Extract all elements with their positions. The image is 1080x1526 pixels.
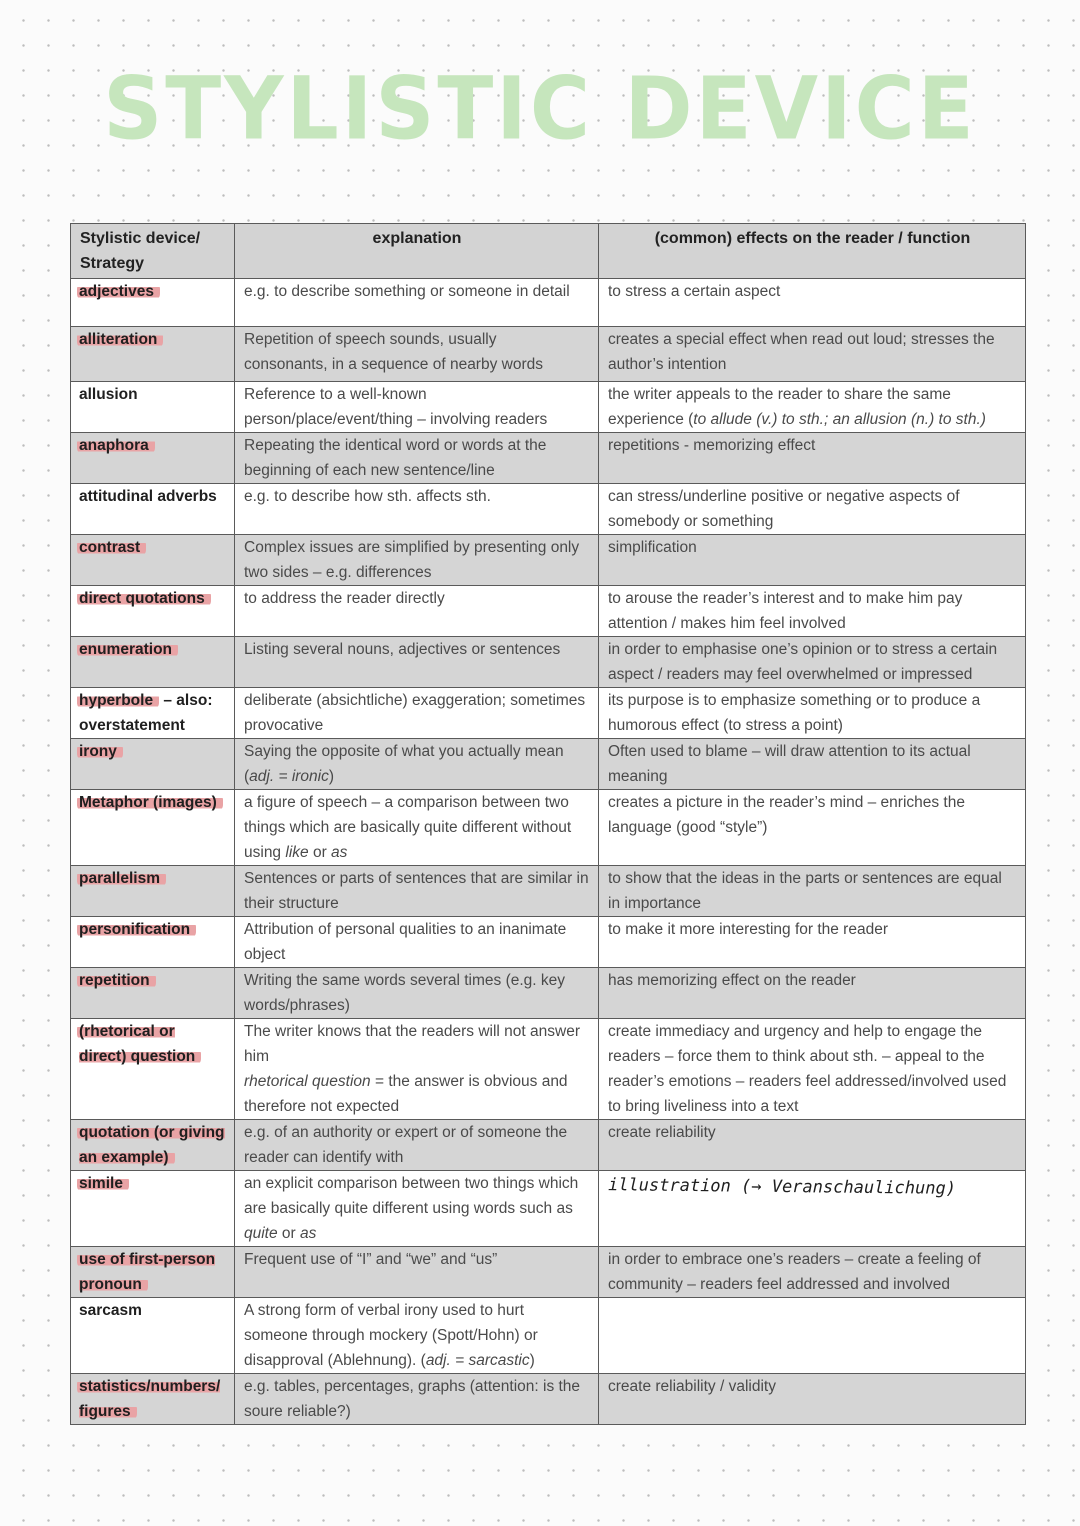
explanation-cell: Complex issues are simplified by presenting only two sides – e.g. differences <box>235 535 599 586</box>
explanation-cell: Saying the opposite of what you actually mean (adj. = ironic) <box>235 739 599 790</box>
explanation-cell: Repeating the identical word or words at the beginning of each new sentence/line <box>235 433 599 484</box>
effect-cell: create reliability <box>599 1120 1026 1171</box>
header-explanation: explanation <box>235 224 599 279</box>
device-name: hyperbole – also: overstatement <box>71 688 235 739</box>
device-name: quotation (or giving an example) <box>79 1124 225 1166</box>
table-row <box>71 866 1026 917</box>
device-name: adjectives <box>77 283 160 300</box>
explanation-cell: an explicit comparison between two things which are basically quite different using words such as quite or as <box>235 1171 599 1247</box>
table-row <box>71 790 1026 866</box>
device-name: contrast <box>77 539 146 556</box>
device-name: simile <box>77 1175 129 1192</box>
device-name: Metaphor (images) <box>77 794 223 811</box>
effect-cell: creates a picture in the reader’s mind – enriches the language (good “style”) <box>599 790 1026 866</box>
effect-cell <box>599 1298 1026 1374</box>
table-row <box>71 279 1026 327</box>
table-row <box>71 586 1026 637</box>
device-name: personification <box>77 921 196 938</box>
table-row <box>71 433 1026 484</box>
table-row <box>71 327 1026 382</box>
effect-cell: the writer appeals to the reader to share the same experience (to allude (v.) to sth.; an allusion (n.) to sth.) <box>599 382 1026 433</box>
effect-cell: create reliability / validity <box>599 1374 1026 1425</box>
table-row <box>71 968 1026 1019</box>
table-row <box>71 1298 1026 1374</box>
explanation-cell: a figure of speech – a comparison between two things which are basically quite different without using like or as <box>235 790 599 866</box>
table-row <box>71 739 1026 790</box>
device-name: allusion <box>71 382 235 433</box>
explanation-cell: Listing several nouns, adjectives or sentences <box>235 637 599 688</box>
explanation-cell: Sentences or parts of sentences that are similar in their structure <box>235 866 599 917</box>
table-row <box>71 1019 1026 1120</box>
effect-cell: in order to embrace one’s readers – create a feeling of community – readers feel addressed and involved <box>599 1247 1026 1298</box>
effect-cell: repetitions - memorizing effect <box>599 433 1026 484</box>
table-row <box>71 382 1026 433</box>
table-row <box>71 535 1026 586</box>
effect-cell: create immediacy and urgency and help to engage the readers – force them to think about sth. – appeal to the reader’s emotions – readers feel addressed/involved used to bring liveliness into a text <box>599 1019 1026 1120</box>
effect-cell: to arouse the reader’s interest and to make him pay attention / makes him feel involved <box>599 586 1026 637</box>
explanation-cell: e.g. tables, percentages, graphs (attention: is the soure reliable?) <box>235 1374 599 1425</box>
table-row <box>71 484 1026 535</box>
effect-cell: in order to emphasise one’s opinion or to stress a certain aspect / readers may feel overwhelmed or impressed <box>599 637 1026 688</box>
explanation-cell: Writing the same words several times (e.g. key words/phrases) <box>235 968 599 1019</box>
handwritten-illustration: illustration (→ Veranschaulichung) <box>607 1175 957 1199</box>
device-name: direct quotations <box>77 590 211 607</box>
explanation-cell: The writer knows that the readers will not answer him rhetorical question = the answer is obvious and therefore not expected <box>235 1019 599 1120</box>
explanation-cell: Reference to a well-known person/place/event/thing – involving readers <box>235 382 599 433</box>
explanation-cell: e.g. to describe how sth. affects sth. <box>235 484 599 535</box>
effect-cell: to show that the ideas in the parts or sentences are equal in importance <box>599 866 1026 917</box>
table-row <box>71 1120 1026 1171</box>
device-name: parallelism <box>77 870 166 887</box>
stylistic-devices-table <box>70 223 1026 1425</box>
page-title: STYLISTIC DEVICE <box>103 59 977 160</box>
table-row <box>71 1374 1026 1425</box>
effect-cell: its purpose is to emphasize something or to produce a humorous effect (to stress a point) <box>599 688 1026 739</box>
effect-cell: to make it more interesting for the reader <box>599 917 1026 968</box>
device-name: use of first-person pronoun <box>79 1251 216 1293</box>
explanation-cell: to address the reader directly <box>235 586 599 637</box>
explanation-cell: e.g. of an authority or expert or of someone the reader can identify with <box>235 1120 599 1171</box>
table-row <box>71 917 1026 968</box>
device-name: enumeration <box>77 641 178 658</box>
table-row <box>71 637 1026 688</box>
header-device: Stylistic device/ Strategy <box>71 224 235 279</box>
explanation-cell: A strong form of verbal irony used to hurt someone through mockery (Spott/Hohn) or disapproval (Ablehnung). (adj. = sarcastic) <box>235 1298 599 1374</box>
effect-cell: can stress/underline positive or negative aspects of somebody or something <box>599 484 1026 535</box>
effect-cell: creates a special effect when read out loud; stresses the author’s intention <box>599 327 1026 382</box>
effect-cell: to stress a certain aspect <box>599 279 1026 327</box>
effect-cell: has memorizing effect on the reader <box>599 968 1026 1019</box>
device-name: anaphora <box>77 437 155 454</box>
device-name: (rhetorical or direct) question <box>77 1023 201 1065</box>
device-name: repetition <box>77 972 156 989</box>
device-name: irony <box>77 743 123 760</box>
table-row <box>71 1171 1026 1247</box>
device-name: statistics/numbers/ figures <box>79 1378 221 1420</box>
effect-cell: simplification <box>599 535 1026 586</box>
explanation-cell: e.g. to describe something or someone in detail <box>235 279 599 327</box>
table-row <box>71 1247 1026 1298</box>
explanation-cell: Attribution of personal qualities to an inanimate object <box>235 917 599 968</box>
device-name: alliteration <box>77 331 163 348</box>
device-name: attitudinal adverbs <box>71 484 235 535</box>
explanation-cell: Repetition of speech sounds, usually consonants, in a sequence of nearby words <box>235 327 599 382</box>
header-effects: (common) effects on the reader / function <box>599 224 1026 279</box>
explanation-cell: deliberate (absichtliche) exaggeration; sometimes provocative <box>235 688 599 739</box>
table-row <box>71 688 1026 739</box>
effect-cell <box>599 1171 1026 1247</box>
explanation-cell: Frequent use of “I” and “we” and “us” <box>235 1247 599 1298</box>
device-name: sarcasm <box>71 1298 235 1374</box>
effect-cell: Often used to blame – will draw attention to its actual meaning <box>599 739 1026 790</box>
